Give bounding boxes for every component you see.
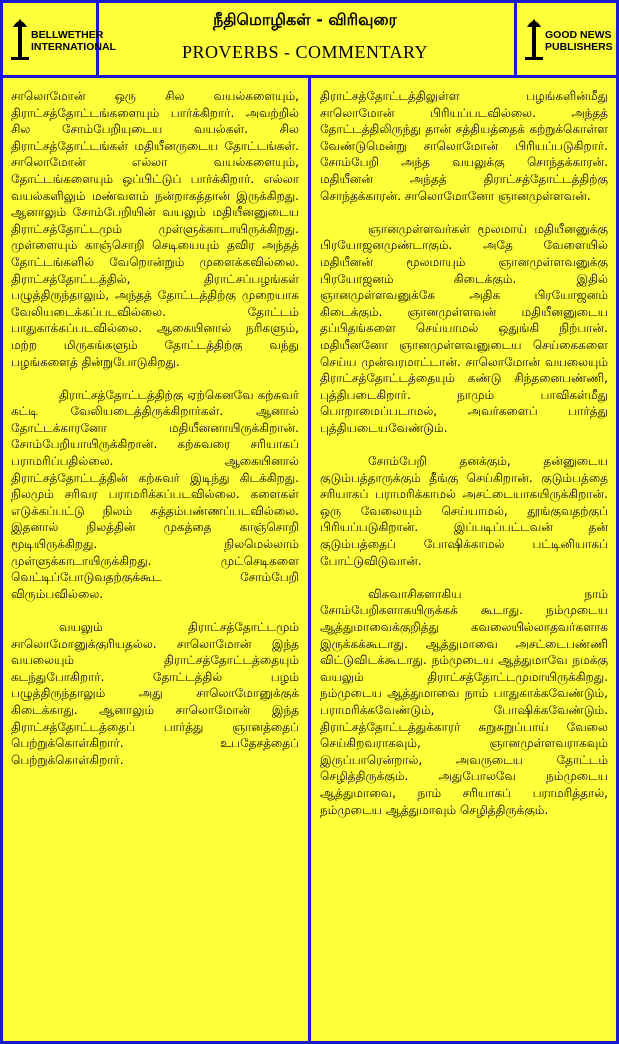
right-paragraph-4: விசுவாசிகளாகிய நாம் சோம்பேறிகளாகயிருக்கக் கூடாது. நம்முடைய ஆத்துமாவைக்குறித்து கவலையில்லாதவர்களாக இருக்கக்கூடாது. ஆத்துமாவை அசட்டைபண்ணி விட்டுவிடக்கூடாது. நம்முடைய ஆத்துமாவே நமக்கு வயலும் திராட்சத்தோட்டமுமாயிருக்கிறது. நம்முடைய ஆத்துமாவை நாம் பாதுகாக்கவேண்டும், பராமரிக்கவேண்டும், போஷிக்கவேண்டும். திராட்சத்தோட்டத்துக்காரர் சுறுசுறுப்பாய் வேலை செய்கிறவராகவும், ஞானமுள்ளவராகவும் இருப்பாரென்றால், அவருடைய தோட்டம் செழித்திருக்கும். அதுபோலவே நம்முடைய ஆத்துமாவை, நாம் சரியாகப் பராமரித்தால், நம்முடைய ஆத்துமாவும் செழித்திருக்கும்.: [320, 586, 608, 817]
left-paragraph-1: சாலொமோன் ஒரு சில வயல்களையும், திராட்சத்தோட்டங்களையும் பார்க்கிறார். அவற்றில் சில சோம்பேறியுடைய வயல்கள். சில திராட்சத்தோட்டங்கள் மதியீனருடைய தோட்டங்கள். சாலொமோன் எல்லா வயல்களையும், தோட்டங்களையும் ஒப்பிட்டுப் பார்க்கிறார். எல்லா வயல்களிலும் மண்வளம் நன்றாகத்தான் இருக்கிறது. ஆனாலும் சோம்பேறியின் வயலும் மதியீனனுடைய திராட்சத்தோட்டமும் முள்ளுக்காடாயிருக்கிறது. முள்ளையும் காஞ்சொறி செடியையும் தவிர அந்தத் தோட்டங்களில் வேறொன்றும் முளைக்கவில்லை. திராட்சத்தோட்டத்தில், திராட்சப்பழங்கள் பழுத்திருந்தாலும், அந்தத் தோட்டத்திற்கு முறையாக வேலியடைக்கப்படவில்லை. தோட்டம் பாதுகாக்கப்படவில்லை. ஆகையினால் நரிகளும், மற்ற மிருகங்களும் தோட்டத்திற்கு வந்து பழங்களைத் தின்றுபோடுகிறது.: [11, 89, 299, 369]
page-title-tamil: நீதிமொழிகள் - விரிவுரை: [213, 10, 397, 29]
good-news-logo: [514, 3, 616, 75]
right-column: [320, 88, 608, 835]
left-paragraph-3: வயலும் திராட்சத்தோட்டமும் சாலொமோனுக்குரியதல்ல. சாலொமோன் இந்த வயலையும் திராட்சத்தோட்டத்தையும் கடந்துபோகிறார். தோட்டத்தில் பழம் பழுத்திருந்தாலும் அது சாலொமோனுக்குக் கிடைக்காது. ஆனாலும் சாலொமோன் இந்த திராட்சத்தோட்டத்தைப் பார்த்து ஞானத்தைப் பெற்றுக்கொள்கிறார். உபதேசத்தைப் பெற்றுக்கொள்கிறார்.: [11, 620, 299, 767]
good-news-line1: GOOD NEWS: [545, 29, 612, 41]
right-paragraph-2: ஞானமுள்ளவர்கள் மூலமாய் மதியீனனுக்கு பிரயோஜனமுண்டாகும். அதே வேளையில் மதியீனன் மூலமாயும் ஞானமுள்ளவனுக்கு பிரயோஜனம் கிடைக்கும். இதில் ஞானமுள்ளவனுக்கே அதிக பிரயோஜனம் கிடைக்கும். ஞானமுள்ளவன் மதியீனனுடைய தப்பிதங்களை செய்யாமல் ஒதுங்கி நிற்பான். மதியீனனோ ஞானமுள்ளவனுடைய செய்கைகளை செய்ய முன்வரமாட்டான். சாலொமோன் வயலையும் திராட்சத்தோட்டத்தையும் கண்டு சிந்தனைபண்ணி, புத்திபடைகிறார். நாமும் பாவிகள்மீது பொறாமைப்படாமல், அவர்களைப் பார்த்து புத்தியடையவேண்டும்.: [320, 221, 608, 435]
good-news-logo-text: [545, 29, 613, 53]
good-news-line2: PUBLISHERS: [545, 41, 613, 53]
column-divider: [308, 78, 311, 1044]
bellwether-line1: BELLWETHER: [31, 29, 104, 41]
right-paragraph-3: சோம்பேறி தனக்கும், தன்னுடைய குடும்பத்தாருக்கும் தீங்கு செய்கிறான். குடும்பத்தை சரியாகப் பராமரிக்காமல் அசட்டையாகயிருக்கிறான். ஒரு வேலையும் செய்யாமல், தூங்குவதற்குப் பிரியப்படுகிறான். இப்படிப்பட்டவன் தன் குடும்பத்தைப் போஷிக்காமல் பட்டினியாகப் போட்டுவிடுவான்.: [320, 454, 608, 568]
right-paragraph-1: திராட்சத்தோட்டத்திலுள்ள பழங்களின்மீது சாலொமோன் பிரியப்படவில்லை. அந்தத் தோட்டத்திலிருந்து தான் சத்தியத்தைக் கற்றுக்கொள்ள வேண்டுமென்று சாலொமோன் பிரியப்படுகிறார். சோம்பேறி அந்த வயலுக்கு சொந்தக்காரன். மதியீனன் அந்தத் திராட்சத்தோட்டத்திற்கு சொந்தக்காரன். சாலொமோனோ ஞானமுள்ளவன்.: [320, 89, 608, 203]
header-bar: [0, 0, 619, 78]
bellwether-lamp-icon: [9, 17, 31, 61]
left-paragraph-2: திராட்சத்தோட்டத்திற்கு ஏற்கெனவே கற்சுவர் கட்டி வேலியடைத்திருக்கிறார்கள். ஆனால் தோட்டக்காரனோ மதியீனனாயிருக்கிறான். சோம்பேறியாயிருக்கிறான். கற்சுவரை சரியாகப் பராமரிப்பதில்லை. ஆகையினால் திராட்சத்தோட்டத்தின் கற்சுவர் இடிந்து கிடக்கிறது. நிலமும் சரிவர பராமரிக்கப்படவில்லை. களைகள் எடுக்கப்பட்டு நிலம் சுத்தம்பண்ணப்படவில்லை. இதனால் நிலத்தின் முகத்தை காஞ்சொறி மூடியிருக்கிறது. நிலமெல்லாம் முள்ளுக்காடாயிருக்கிறது. முட்செடிகளை வெட்டிப்போடுவதற்குக்கூட சோம்பேறி விரும்பவில்லை.: [11, 387, 299, 601]
left-column: [11, 88, 299, 785]
page-title-english: PROVERBS - COMMENTARY: [181, 42, 429, 62]
bellwether-line2: INTERNATIONAL: [31, 41, 116, 53]
bellwether-logo: [3, 3, 116, 75]
good-news-lamp-icon: [523, 17, 545, 61]
